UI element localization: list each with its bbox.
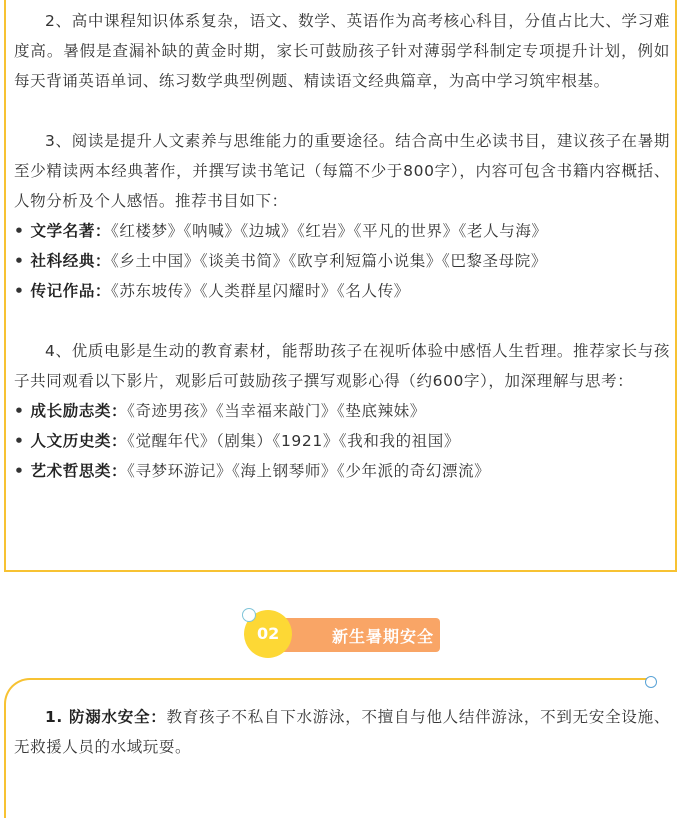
bullet-icon: •	[14, 462, 25, 480]
bullet-icon: •	[14, 222, 25, 240]
book-list	[14, 216, 670, 306]
bullet-icon: •	[14, 282, 25, 300]
list-item: • 艺术哲思类：《寻梦环游记》《海上钢琴师》《少年派的奇幻漂流》	[14, 462, 491, 480]
list-item: • 人文历史类：《觉醒年代》（剧集）《1921》《我和我的祖国》	[14, 432, 460, 450]
ring-icon	[645, 676, 657, 688]
paragraph-2: 2、高中课程知识体系复杂，语文、数学、英语作为高考核心科目，分值占比大、学习难度高。暑假是查漏补缺的黄金时期，家长可鼓励孩子针对薄弱学科制定专项提升计划，例如每天背诵英语单词、练习数学典型例题、精读语文经典篇章，为高中学习筑牢根基。	[14, 12, 670, 90]
list-item: • 文学名著：《红楼梦》《呐喊》《边城》《红岩》《平凡的世界》《老人与海》	[14, 222, 548, 240]
safety-item-1: 1. 防溺水安全：教育孩子不私自下水游泳，不擅自与他人结伴游泳，不到无安全设施、无救援人员的水域玩耍。	[14, 708, 670, 756]
bullet-icon: •	[14, 252, 25, 270]
movie-list	[14, 396, 670, 486]
section-title: 新生暑期安全	[332, 627, 435, 646]
ring-icon	[242, 608, 256, 622]
list-item: • 成长励志类：《奇迹男孩》《当幸福来敲门》《垫底辣妹》	[14, 402, 426, 420]
list-item: • 传记作品：《苏东坡传》《人类群星闪耀时》《名人传》	[14, 282, 410, 300]
paragraph-4: 4、优质电影是生动的教育素材，能帮助孩子在视听体验中感悟人生哲理。推荐家长与孩子共同观看以下影片，观影后可鼓励孩子撰写观影心得（约600字），加深理解与思考：	[14, 342, 670, 390]
section-number: 02	[257, 624, 280, 643]
section-header	[244, 610, 444, 660]
article-content	[14, 6, 670, 486]
bullet-icon: •	[14, 432, 25, 450]
paragraph-3: 3、阅读是提升人文素养与思维能力的重要途径。结合高中生必读书目，建议孩子在暑期至少精读两本经典著作，并撰写读书笔记（每篇不少于800字），内容可包含书籍内容概括、人物分析及个人感悟。推荐书目如下：	[14, 132, 670, 210]
list-item: • 社科经典：《乡土中国》《谈美书简》《欧亨利短篇小说集》《巴黎圣母院》	[14, 252, 547, 270]
bullet-icon: •	[14, 402, 25, 420]
section-title-pill	[270, 618, 440, 652]
safety-content	[14, 702, 670, 762]
